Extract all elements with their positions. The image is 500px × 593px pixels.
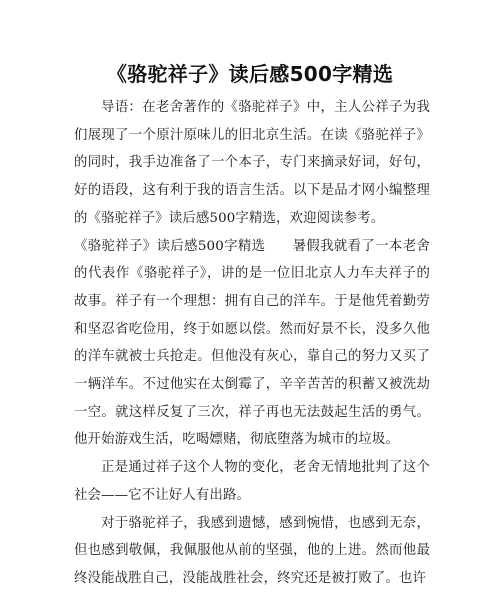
intro-paragraph: 导语：在老舍著作的《骆驼祥子》中，主人公祥子为我们展现了一个原汁原味儿的旧北京生活。在读《骆驼祥子》的同时，我手边准备了一个本子，专门来摘录好词，好句，好的语段，这有利于我的语言生活。以下是品才网小编整理的《骆驼祥子》读后感500字精选，欢迎阅读参考。 <box>74 100 430 226</box>
essay-opening-text: 暑假我就看了一本老舍的代表作《骆驼祥子》，讲的是一位旧北京人力车夫祥子的故事。祥子有一个理想：拥有自己的洋车。于是他凭着勤劳和坚忍省吃俭用，终于如愿以偿。然而好景不长，没多久他的洋车就被士兵抢走。但他没有灰心，靠自己的努力又买了一辆洋车。不过他实在太倒霉了，辛辛苦苦的积蓄又被洗劫一空。就这样反复了三次，祥子再也无法鼓起生活的勇气。他开始游戏生活，吃喝嫖赌，彻底堕落为城市的垃圾。 <box>74 238 430 448</box>
feelings-paragraph: 对于骆驼祥子，我感到遗憾，感到惋惜，也感到无奈，但也感到敬佩，我佩服他从前的坚强，他的上进。然而他最终没能战胜自己，没能战胜社会，终究还是被打败了。也许 <box>74 515 430 586</box>
essay-heading: 《骆驼祥子》读后感500字精选 <box>74 238 266 254</box>
document-body <box>74 94 430 593</box>
change-paragraph: 正是通过祥子这个人物的变化，老舍无情地批判了这个社会——它不让好人有出路。 <box>74 460 430 503</box>
essay-paragraph <box>74 233 430 455</box>
document-title: 《骆驼祥子》读后感500字精选 <box>106 62 394 86</box>
